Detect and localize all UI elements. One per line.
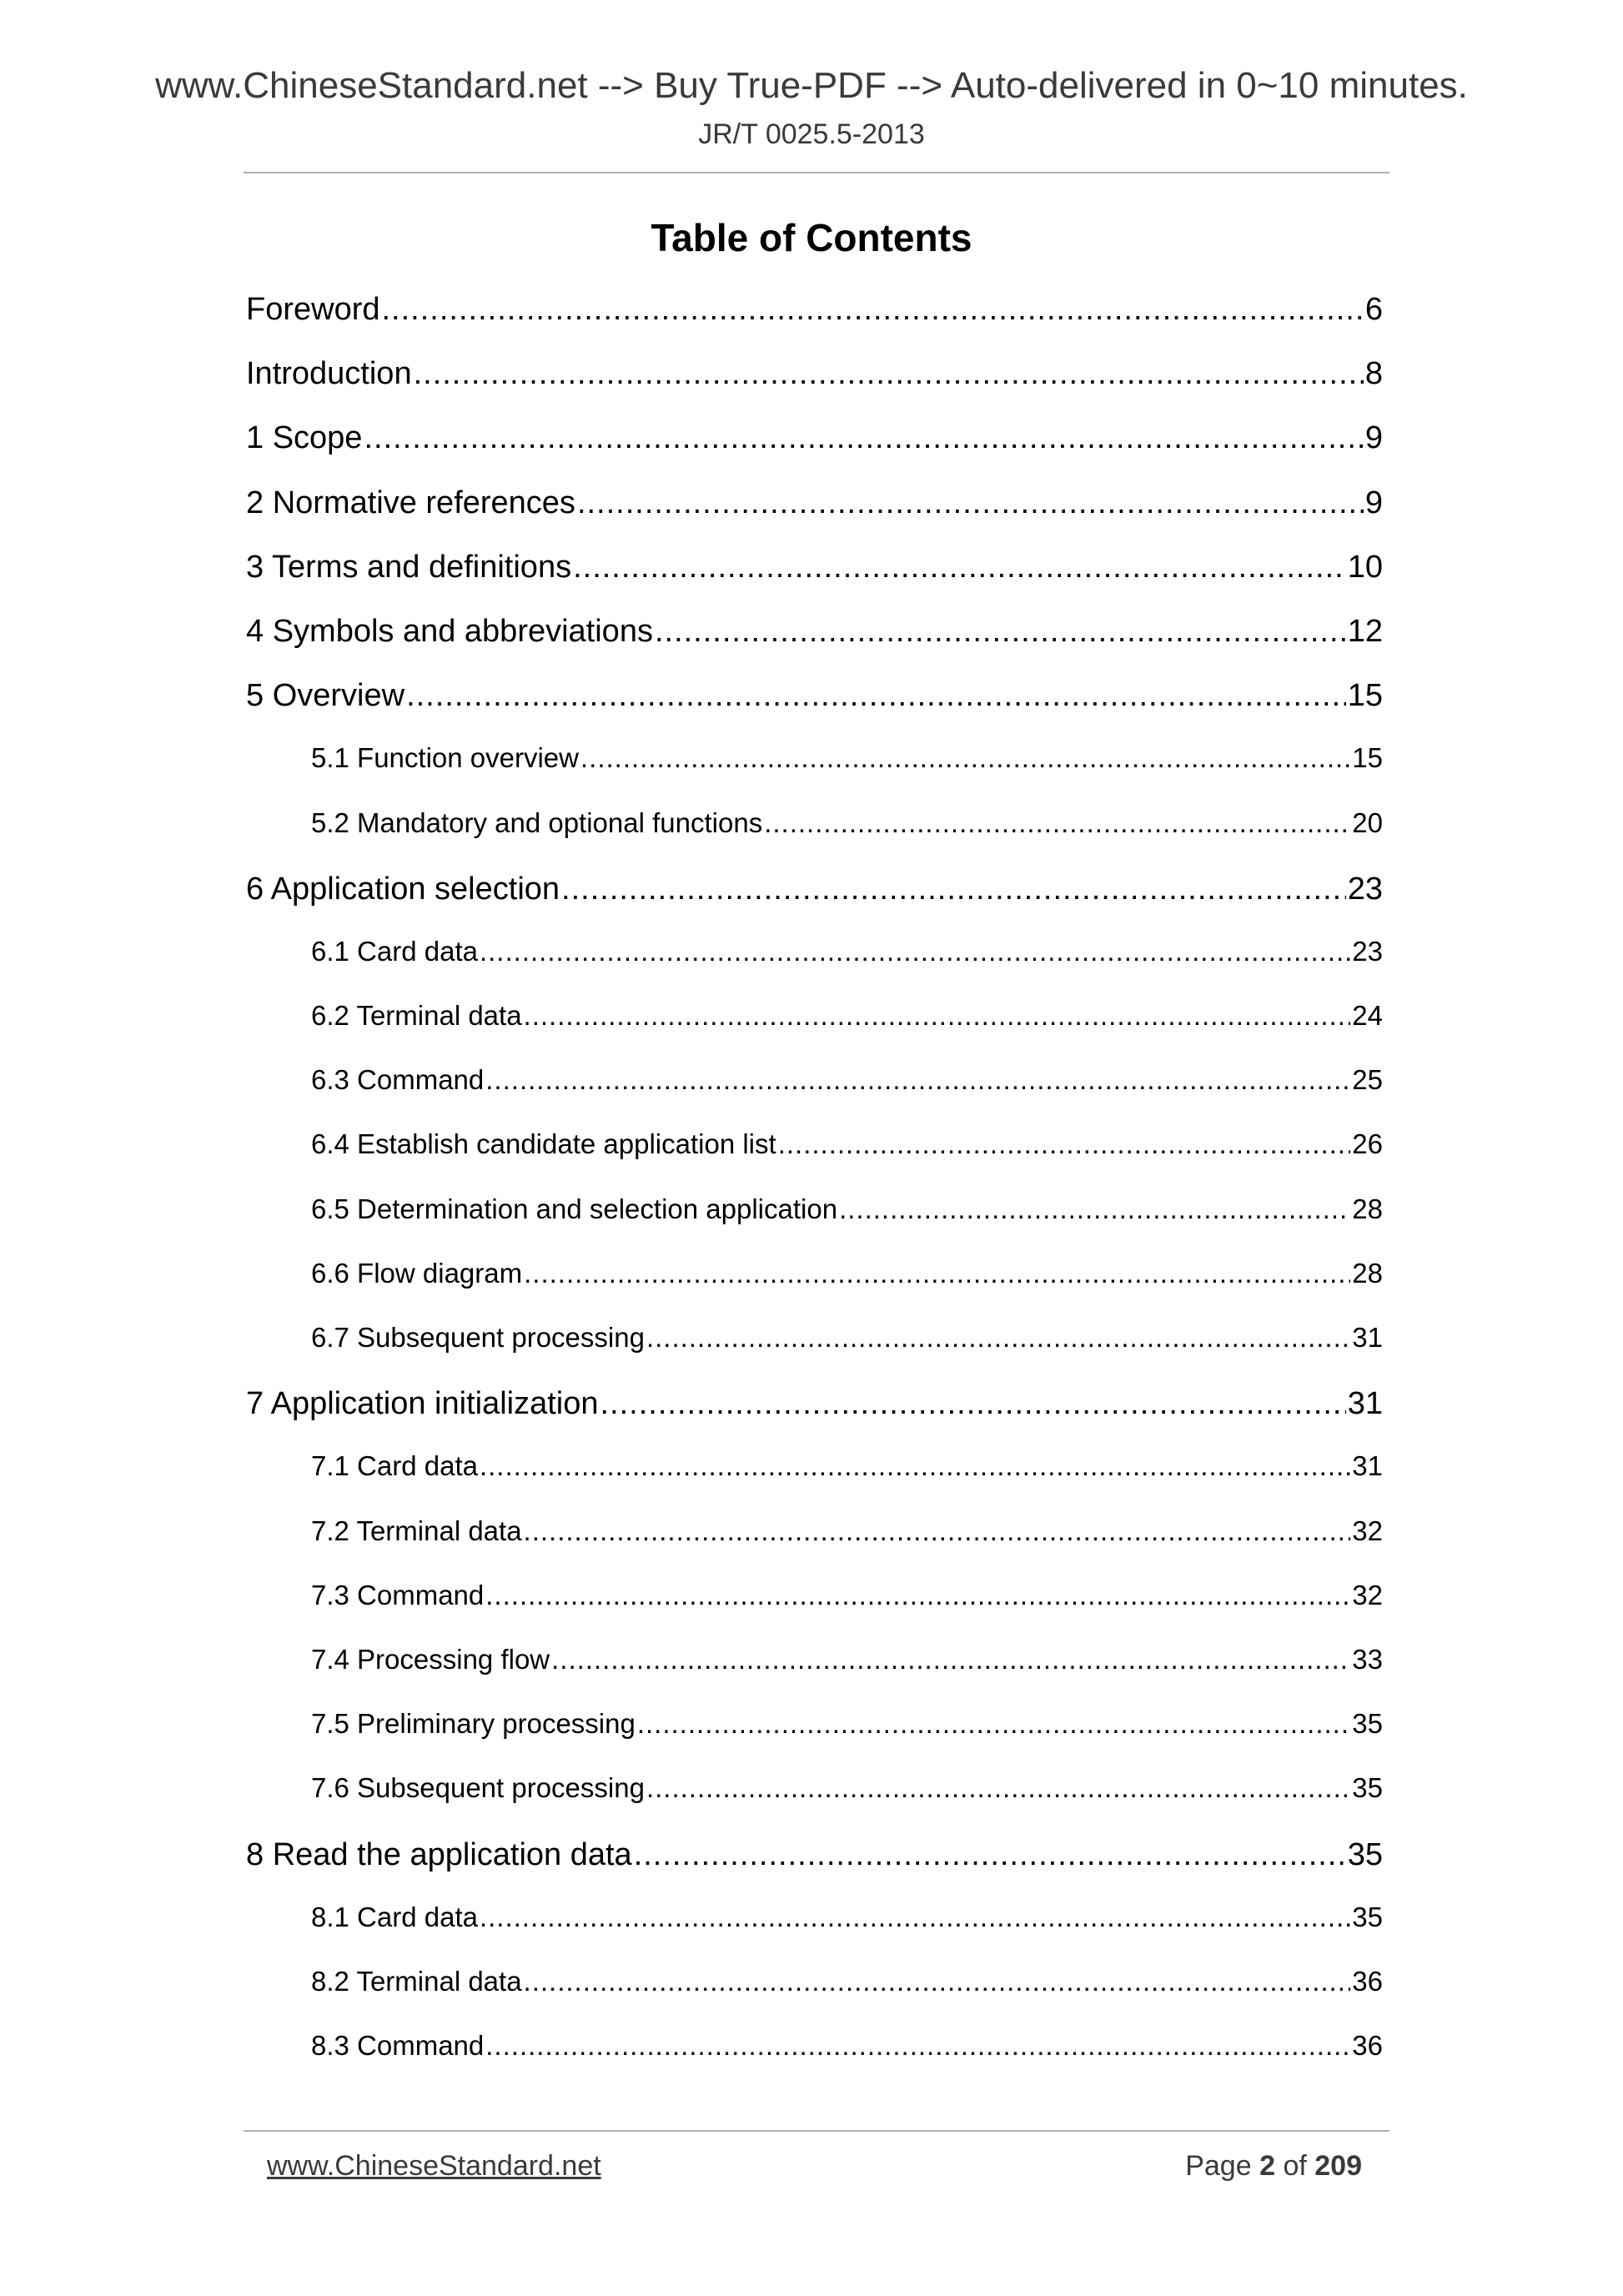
toc-entry[interactable] — [246, 1258, 1383, 1322]
toc-entry[interactable] — [246, 1515, 1383, 1580]
toc-entry[interactable] — [246, 1902, 1383, 1966]
toc-entry-page: 9 — [1364, 485, 1383, 520]
toc-dot-leader — [839, 1193, 1350, 1225]
toc-dot-leader — [551, 1644, 1350, 1676]
toc-entry-page: 35 — [1347, 1836, 1383, 1872]
toc-entry-label: 6.2 Terminal data — [311, 1000, 522, 1032]
toc-dot-leader — [524, 1000, 1351, 1032]
toc-entry-label: 1 Scope — [246, 420, 363, 456]
toc-dot-leader — [485, 1580, 1350, 1611]
toc-entry-label: 7.1 Card data — [311, 1450, 478, 1482]
toc-entry[interactable] — [246, 485, 1383, 550]
toc-entry-label: 6.5 Determination and selection application — [311, 1193, 838, 1224]
document-id: JR/T 0025.5-2013 — [698, 118, 925, 150]
toc-entry[interactable] — [246, 742, 1383, 806]
toc-entry-page: 28 — [1352, 1193, 1383, 1224]
toc-entry[interactable] — [246, 1322, 1383, 1386]
toc-entry-page: 31 — [1352, 1450, 1383, 1482]
toc-entry[interactable] — [246, 1450, 1383, 1515]
toc-entry[interactable] — [246, 1193, 1383, 1258]
toc-entry-page: 35 — [1352, 1901, 1383, 1932]
toc-dot-leader — [524, 1966, 1351, 1997]
toc-entry-page: 31 — [1347, 1386, 1383, 1422]
toc-entry-page: 24 — [1352, 1000, 1383, 1032]
toc-dot-leader — [573, 550, 1346, 585]
toc-entry[interactable] — [246, 1966, 1383, 2030]
toc-dot-leader — [364, 420, 1363, 456]
toc-entry-label: 8.2 Terminal data — [311, 1965, 522, 1997]
toc-entry-label: 7 Application initialization — [246, 1386, 599, 1422]
toc-entry[interactable] — [246, 1580, 1383, 1644]
toc-entry-label: 6 Application selection — [246, 871, 560, 907]
toc-dot-leader — [480, 936, 1350, 967]
toc-entry-page: 9 — [1364, 420, 1383, 456]
toc-entry-label: 7.3 Command — [311, 1579, 485, 1610]
toc-entry-label: 8 Read the application data — [246, 1836, 632, 1872]
toc-dot-leader — [655, 614, 1346, 650]
toc-entry-page: 23 — [1347, 871, 1383, 907]
toc-entry-label: 6.4 Establish candidate application list — [311, 1128, 776, 1160]
toc-dot-leader — [778, 1128, 1351, 1160]
page-total: 209 — [1314, 2150, 1362, 2182]
toc-entry[interactable] — [246, 1708, 1383, 1772]
toc-dot-leader — [480, 1450, 1350, 1482]
toc-entry-page: 36 — [1352, 2030, 1383, 2062]
toc-entry-page: 26 — [1352, 1128, 1383, 1160]
toc-entry-label: 4 Symbols and abbreviations — [246, 613, 653, 649]
toc-entry-page: 25 — [1352, 1064, 1383, 1096]
toc-entry[interactable] — [246, 1000, 1383, 1064]
toc-dot-leader — [406, 678, 1346, 714]
toc-entry-page: 6 — [1364, 292, 1383, 327]
toc-entry-page: 15 — [1352, 742, 1383, 774]
toc-entry[interactable] — [246, 292, 1383, 356]
toc-entry-label: 5.2 Mandatory and optional functions — [311, 806, 763, 838]
toc-entry-label: 7.4 Processing flow — [311, 1643, 550, 1675]
toc-entry-label: Foreword — [246, 292, 380, 327]
toc-dot-leader — [524, 1515, 1351, 1547]
toc-dot-leader — [382, 292, 1364, 328]
toc-entry[interactable] — [246, 1772, 1383, 1836]
toc-entry-page: 31 — [1352, 1322, 1383, 1353]
toc-entry-label: 6.1 Card data — [311, 935, 478, 967]
toc-dot-leader — [577, 485, 1364, 521]
toc-entry-page: 15 — [1347, 678, 1383, 714]
toc-entry-label: 3 Terms and definitions — [246, 549, 572, 585]
toc-dot-leader — [634, 1837, 1346, 1873]
toc-entry-label: 5 Overview — [246, 678, 405, 714]
toc-dot-leader — [764, 807, 1350, 839]
toc-entry[interactable] — [246, 936, 1383, 1000]
toc-entry[interactable] — [246, 2030, 1383, 2094]
toc-entry-page: 12 — [1347, 613, 1383, 649]
toc-dot-leader — [414, 356, 1364, 392]
toc-entry-label: 8.1 Card data — [311, 1901, 478, 1932]
toc-dot-leader — [524, 1258, 1350, 1289]
toc-entry-label: 7.6 Subsequent processing — [311, 1772, 645, 1804]
toc-entry[interactable] — [246, 550, 1383, 614]
toc-entry-label: 6.7 Subsequent processing — [311, 1322, 645, 1353]
toc-entry[interactable] — [246, 872, 1383, 936]
page-of: of — [1283, 2150, 1307, 2182]
toc-dot-leader — [485, 2030, 1350, 2062]
toc-entry[interactable] — [246, 1128, 1383, 1193]
toc-entry-page: 8 — [1364, 356, 1383, 392]
toc-entry-page: 20 — [1352, 806, 1383, 838]
page-current: 2 — [1259, 2150, 1275, 2182]
toc-entry[interactable] — [246, 807, 1383, 872]
toc-dot-leader — [485, 1064, 1350, 1096]
toc-entry[interactable] — [246, 356, 1383, 420]
toc-entry-page: 33 — [1352, 1643, 1383, 1675]
footer-site-link[interactable]: www.ChineseStandard.net — [267, 2150, 601, 2182]
table-of-contents — [246, 292, 1383, 2094]
toc-entry-page: 23 — [1352, 935, 1383, 967]
toc-entry[interactable] — [246, 614, 1383, 678]
toc-entry-label: 6.6 Flow diagram — [311, 1257, 523, 1289]
toc-entry[interactable] — [246, 1837, 1383, 1902]
toc-entry-page: 10 — [1347, 549, 1383, 585]
toc-entry-page: 35 — [1352, 1708, 1383, 1740]
toc-entry[interactable] — [246, 420, 1383, 485]
toc-entry-page: 28 — [1352, 1257, 1383, 1289]
toc-dot-leader — [561, 872, 1346, 907]
toc-entry-page: 32 — [1352, 1515, 1383, 1546]
page-prefix: Page — [1185, 2150, 1252, 2182]
toc-dot-leader — [580, 742, 1350, 774]
toc-dot-leader — [646, 1772, 1350, 1804]
toc-entry-page: 32 — [1352, 1579, 1383, 1610]
toc-dot-leader — [637, 1708, 1350, 1740]
toc-entry-page: 36 — [1352, 1965, 1383, 1997]
toc-entry-label: 8.3 Command — [311, 2030, 485, 2062]
toc-entry-label: 6.3 Command — [311, 1064, 485, 1096]
toc-entry[interactable] — [246, 1386, 1383, 1450]
toc-dot-leader — [646, 1322, 1350, 1354]
footer-page-number — [1185, 2150, 1362, 2183]
toc-entry-label: 2 Normative references — [246, 485, 575, 520]
toc-entry-label: 7.2 Terminal data — [311, 1515, 522, 1546]
toc-entry-label: 5.1 Function overview — [311, 742, 579, 774]
footer-divider — [244, 2130, 1389, 2132]
toc-entry[interactable] — [246, 1064, 1383, 1128]
toc-entry-label: 7.5 Preliminary processing — [311, 1708, 636, 1740]
toc-entry-label: Introduction — [246, 356, 412, 392]
toc-entry-page: 35 — [1352, 1772, 1383, 1804]
page-title: Table of Contents — [651, 216, 972, 259]
toc-entry[interactable] — [246, 1644, 1383, 1708]
toc-entry[interactable] — [246, 678, 1383, 742]
header-divider — [244, 172, 1389, 173]
toc-dot-leader — [600, 1386, 1346, 1422]
toc-dot-leader — [480, 1902, 1350, 1933]
header-banner: www.ChineseStandard.net --> Buy True-PDF --> Auto-delivered in 0~10 minutes. — [155, 65, 1468, 106]
